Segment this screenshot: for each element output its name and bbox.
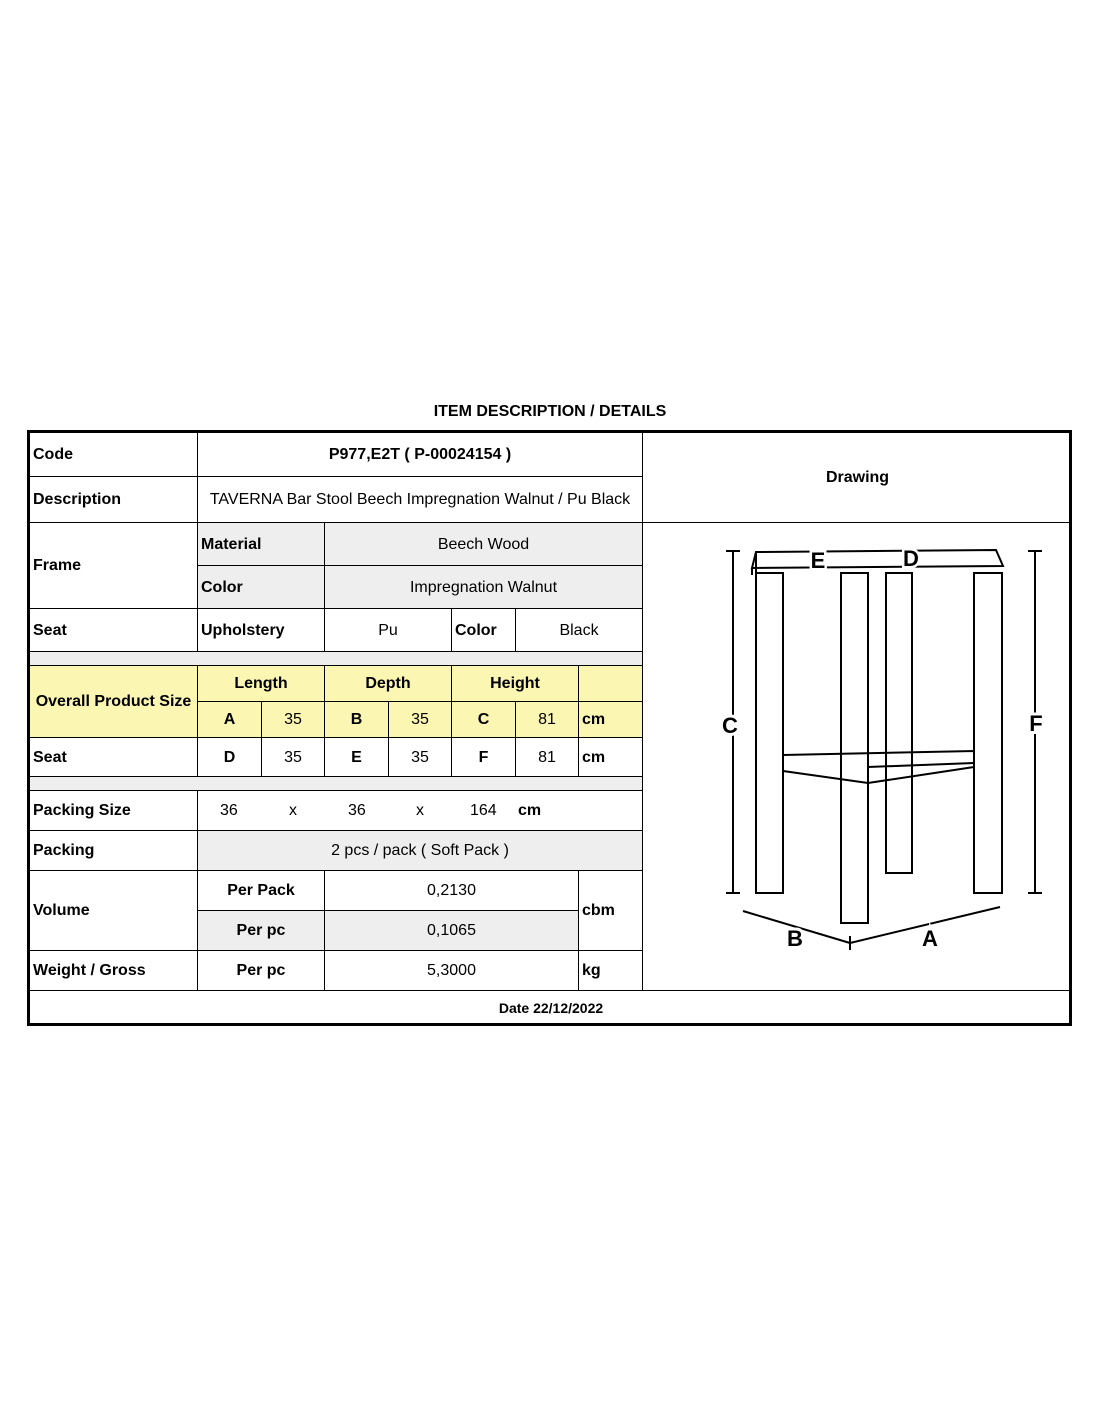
packing-value: 2 pcs / pack ( Soft Pack ) [198,831,643,871]
dim-a-label: A [198,702,262,738]
seat-size-label: Seat [30,738,198,777]
dim-seat-unit: cm [579,738,643,777]
volume-per-pack-value: 0,2130 [325,871,579,911]
packing-size-sep2: x [416,802,424,819]
sheet-title: ITEM DESCRIPTION / DETAILS [433,403,667,420]
length-header: Length [198,666,325,702]
volume-per-pack-label: Per Pack [198,871,325,911]
frame-material-value: Beech Wood [325,523,643,566]
dim-b-label: B [325,702,389,738]
spacer-row [30,652,643,666]
volume-per-pc-label: Per pc [198,911,325,951]
volume-label: Volume [30,871,198,951]
drawing-letter-d: D [903,546,919,571]
packing-size-unit: cm [518,802,542,819]
drawing-letter-f: F [1029,711,1043,736]
dim-f-value: 81 [516,738,579,777]
depth-header: Depth [325,666,452,702]
drawing-letter-c: C [722,713,738,738]
leg-front-left [756,573,783,893]
dim-b-value: 35 [389,702,452,738]
seat-color-value: Black [516,609,643,652]
frame-color-value: Impregnation Walnut [325,566,643,609]
spacer-row-2 [30,777,643,791]
leg-front-right [974,573,1002,893]
drawing-letter-b: B [787,926,803,951]
packing-label: Packing [30,831,198,871]
frame-color-label: Color [198,566,325,609]
seat-color-label: Color [452,609,516,652]
drawing-header: Drawing [643,433,1072,523]
weight-per-pc-label: Per pc [198,951,325,991]
seat-label: Seat [30,609,198,652]
code-value: P977,E2T ( P-00024154 ) [198,433,643,477]
dim-f-label: F [452,738,516,777]
packing-size-y: 36 [348,802,366,819]
stretcher-line [868,763,974,767]
leg-front-center [841,573,868,923]
volume-unit: cbm [579,871,643,951]
packing-size-sep1: x [289,802,297,819]
frame-label: Frame [30,523,198,609]
drawing-letter-a: A [922,926,938,951]
item-details-sheet [27,430,1072,1026]
dim-c-label: C [452,702,516,738]
dim-a-value: 35 [262,702,325,738]
weight-unit: kg [579,951,643,991]
leg-back [886,573,912,873]
unit-header [579,666,643,702]
dim-e-value: 35 [389,738,452,777]
height-header: Height [452,666,579,702]
description-value: TAVERNA Bar Stool Beech Impregnation Walnut / Pu Black [198,477,643,523]
dim-c-value: 81 [516,702,579,738]
code-label: Code [30,433,198,477]
frame-material-label: Material [198,523,325,566]
volume-per-pc-value: 0,1065 [325,911,579,951]
overall-size-label: Overall Product Size [30,666,198,738]
stool-drawing [678,543,1058,963]
drawing-letter-e: E [810,548,826,573]
dim-d-label: D [198,738,262,777]
weight-per-pc-value: 5,3000 [325,951,579,991]
packing-size-z: 164 [470,802,497,819]
seat-top-outline [752,550,1003,568]
dim-d-value: 35 [262,738,325,777]
packing-size-label: Packing Size [30,791,198,831]
packing-size-x: 36 [220,802,238,819]
seat-upholstery-label: Upholstery [198,609,325,652]
weight-label: Weight / Gross [30,951,198,991]
packing-size-cell [198,791,643,831]
date-footer: Date 22/12/2022 [498,1000,604,1016]
dim-overall-unit: cm [579,702,643,738]
dim-e-label: E [325,738,389,777]
description-label: Description [30,477,198,523]
seat-upholstery-value: Pu [325,609,452,652]
